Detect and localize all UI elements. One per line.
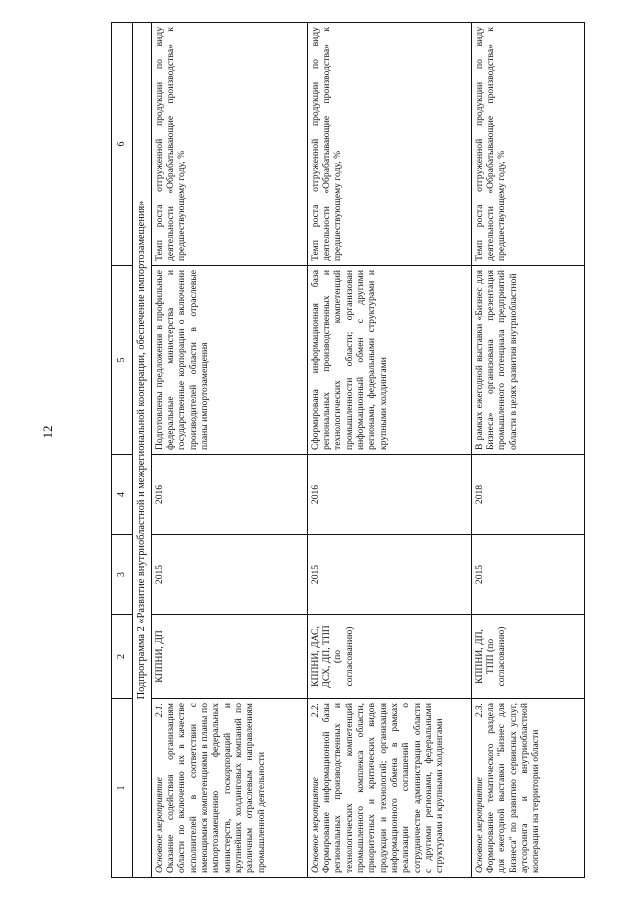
indicator-cell: Темп роста отгруженной продукции по виду деятельности «Обрабатывающие производства» к предшествующему году, % [307,23,471,266]
page-number: 12 [40,425,55,439]
header-cell: 2 [112,615,133,699]
header-cell: 3 [112,535,133,615]
header-cell: 4 [112,455,133,535]
table-row [151,23,307,878]
subprogram-title: Подпрограмма 2 «Развитие внутриобластной и межрегиональной кооперации, обеспечение импортозамещения» [133,23,151,878]
activity-text: Оказание содействия организациям области по включению их в качестве исполнителей в соответствии с имеющимися компетенциями в планы по импортозамещению федеральных министерств, госкорпораций и крупнейших холдинговых компаний по различным отраслевым направлениям промышленной деятельности [165,703,267,873]
executors-cell: КППНИ, ДП, ТПП (по согласованию) [471,615,584,699]
end-year-cell: 2018 [471,455,584,535]
activity-title: Основное мероприятие [153,777,165,873]
indicator-cell: Темп роста отгруженной продукции по виду деятельности «Обрабатывающие производства» к предшествующему году, % [151,23,307,266]
table-row [471,23,584,878]
indicator-cell: Темп роста отгруженной продукции по виду деятельности «Обрабатывающие производства» к предшествующему году, % [471,23,584,266]
activity-cell [471,699,584,878]
activity-number: 2.1. [153,703,165,718]
start-year-cell: 2015 [307,535,471,615]
activity-number: 2.2. [309,703,321,718]
header-cell: 5 [112,266,133,455]
activity-text: Формирование тематического раздела для ежегодной выставки "Бизнес для Бизнеса" по развитию сервисных услуг, аутсорсинга и внутриобластной кооперации на территории области [485,703,542,873]
header-row [112,23,133,878]
start-year-cell: 2015 [151,535,307,615]
activity-title: Основное мероприятие [309,777,321,873]
activity-cell [151,699,307,878]
rotated-table-container [111,23,585,878]
result-cell: Сформирована информационная база региональных производственных и технологических компетенций промышленности области; организован информационный обмен с другими регионами, федеральными структурами и крупными холдингами [307,266,471,455]
measures-table [111,22,585,878]
activity-number: 2.3. [473,703,485,718]
executors-cell: КППНИ, ДАС, ДСХ, ДП, ТПП (по согласованию) [307,615,471,699]
result-cell: В рамках ежегодной выставки «Бизнес для Бизнеса» организована презентация промышленного потенциала предприятий области в целях развития внутриобластной [471,266,584,455]
activity-text: Формирование информационной базы региональных производственных и технологических компетенций промышленного комплекса области, приоритетных и критических видов продукции и технологий; организация информационного обмена в рамках реализации соглашений о сотрудничестве администрации области с другими регионами, федеральными структурами и крупными холдингами [321,703,446,873]
result-cell: Подготовлены предложения в профильные федеральные министерства и государственные корпорации о включении производителей области в отраслевые планы импортозамещения [151,266,307,455]
activity-title: Основное мероприятие [473,777,485,873]
end-year-cell: 2016 [307,455,471,535]
executors-cell: КППНИ, ДП [151,615,307,699]
header-cell: 6 [112,23,133,266]
end-year-cell: 2016 [151,455,307,535]
start-year-cell: 2015 [471,535,584,615]
table-row [307,23,471,878]
header-cell: 1 [112,699,133,878]
subprogram-row [133,23,151,878]
activity-cell [307,699,471,878]
